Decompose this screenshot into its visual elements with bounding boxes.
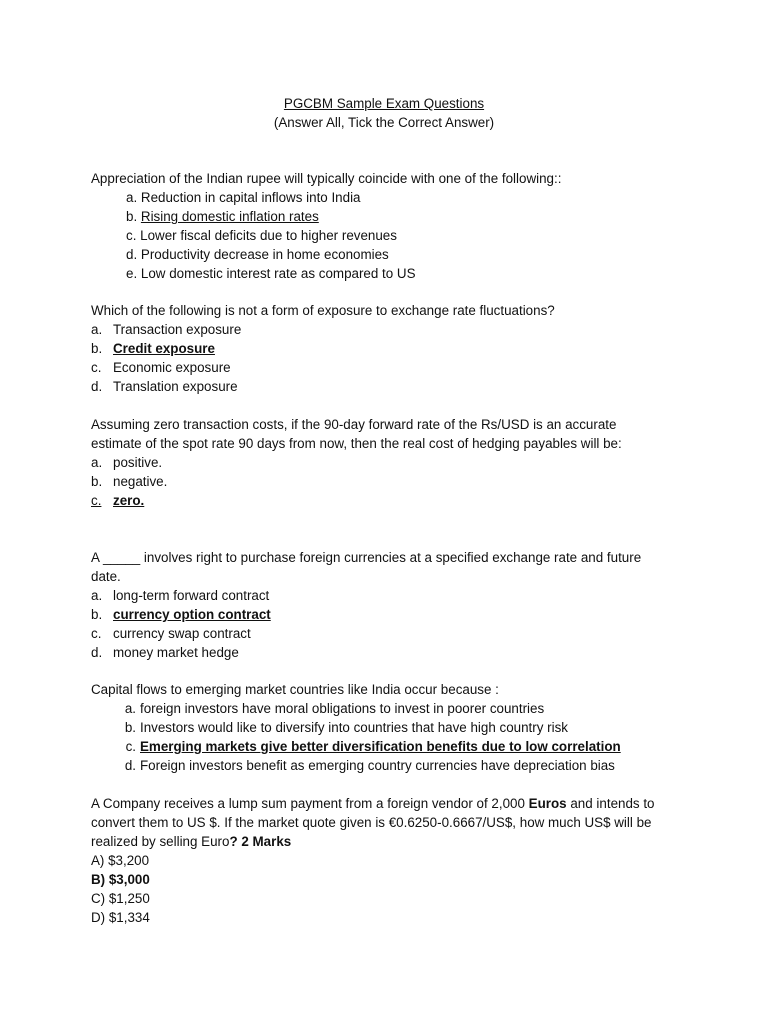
question-stem-line-1: Assuming zero transaction costs, if the 90-day forward rate of the Rs/USD is an accurate <box>91 417 617 432</box>
question-stem: Which of the following is not a form of exposure to exchange rate fluctuations? <box>91 303 555 318</box>
option-c <box>91 624 681 643</box>
option-d <box>91 643 681 662</box>
question-6 <box>91 794 691 927</box>
option-label: c. <box>126 228 137 243</box>
option-label: a. <box>91 588 103 603</box>
question-1 <box>91 169 681 283</box>
option-label: a. <box>91 322 103 337</box>
option-a <box>91 320 681 339</box>
option-b-correct: B) $3,000 <box>91 872 150 887</box>
question-stem <box>91 680 681 699</box>
option-label: c. <box>125 739 136 754</box>
stem-text: realized by selling Euro <box>91 834 230 849</box>
option-b <box>91 207 681 226</box>
question-stem-line-1 <box>91 794 691 813</box>
option-text-correct: Emerging markets give better diversification benefits due to low correlation <box>140 739 621 754</box>
option-label: a. <box>91 455 103 470</box>
option-text-correct: zero. <box>113 493 145 508</box>
option-text: Economic exposure <box>113 360 231 375</box>
stem-text: A Company receives a lump sum payment from a foreign vendor of 2,000 <box>91 796 525 811</box>
question-stem-line-3 <box>91 832 691 851</box>
option-text: long-term forward contract <box>113 588 270 603</box>
option-label: d. <box>124 758 136 773</box>
option-text: foreign investors have moral obligations to invest in poorer countries <box>140 701 545 716</box>
option-text: Lower fiscal deficits due to higher revenues <box>140 228 397 243</box>
stem-bold-currency: Euros <box>528 796 567 811</box>
question-2 <box>91 301 681 396</box>
option-text: Productivity decrease in home economies <box>140 247 389 262</box>
option-d <box>91 245 681 264</box>
option-d <box>91 377 681 396</box>
option-label: d. <box>126 247 138 262</box>
option-label: b. <box>126 209 138 224</box>
option-b <box>91 339 681 358</box>
option-text-correct: currency option contract <box>113 607 271 622</box>
option-a <box>91 699 681 718</box>
option-text: Translation exposure <box>113 379 238 394</box>
option-text: Investors would like to diversify into countries that have high country risk <box>140 720 568 735</box>
option-text: positive. <box>113 455 163 470</box>
fill-blank: _____ <box>102 550 141 565</box>
option-label: d. <box>91 645 103 660</box>
stem-text: and intends to <box>570 796 655 811</box>
option-label: a. <box>124 701 136 716</box>
stem-prefix: A <box>91 550 100 565</box>
option-text-correct: Credit exposure <box>113 341 215 356</box>
option-text: Transaction exposure <box>113 322 242 337</box>
option-c: C) $1,250 <box>91 891 150 906</box>
question-4 <box>91 548 681 662</box>
option-d: D) $1,334 <box>91 910 150 925</box>
option-label: c. <box>91 626 102 641</box>
option-b <box>91 472 681 491</box>
question-stem <box>91 548 681 567</box>
option-text: money market hedge <box>113 645 239 660</box>
page-subtitle: (Answer All, Tick the Correct Answer) <box>273 115 495 130</box>
option-b <box>91 605 681 624</box>
option-a <box>91 586 681 605</box>
question-stem-line-2: date. <box>91 569 121 584</box>
option-label: b. <box>91 341 103 356</box>
question-5 <box>91 680 681 775</box>
page-title: PGCBM Sample Exam Questions <box>283 96 485 111</box>
option-d <box>91 756 681 775</box>
option-a <box>91 453 681 472</box>
option-a <box>91 188 681 207</box>
option-b <box>91 718 681 737</box>
option-c <box>91 491 681 510</box>
option-c <box>91 737 681 756</box>
option-label: c. <box>91 493 102 508</box>
option-text: Reduction in capital inflows into India <box>140 190 361 205</box>
option-text: currency swap contract <box>113 626 251 641</box>
option-label: b. <box>124 720 136 735</box>
option-label: b. <box>91 607 103 622</box>
option-c <box>91 226 681 245</box>
option-label: d. <box>91 379 103 394</box>
question-stem-line-2: estimate of the spot rate 90 days from now, then the real cost of hedging payables will be: <box>91 436 622 451</box>
option-text: Foreign investors benefit as emerging country currencies have depreciation bias <box>140 758 615 773</box>
question-stem: Appreciation of the Indian rupee will typically coincide with one of the following:: <box>91 171 562 186</box>
option-c <box>91 358 681 377</box>
option-text: negative. <box>113 474 168 489</box>
stem-suffix: involves right to purchase foreign currencies at a specified exchange rate and future <box>143 550 642 565</box>
question-stem-line-2: convert them to US $. If the market quote given is €0.6250-0.6667/US$, how much US$ will be <box>91 815 652 830</box>
stem-text: Capital flows to emerging market countries like India occur because : <box>91 682 499 697</box>
marks-label: ? 2 Marks <box>229 834 292 849</box>
option-label: e. <box>126 266 138 281</box>
option-e <box>91 264 681 283</box>
option-label: a. <box>126 190 138 205</box>
exam-header <box>0 94 768 132</box>
option-text: Low domestic interest rate as compared to US <box>140 266 416 281</box>
option-label: c. <box>91 360 102 375</box>
option-text-correct: Rising domestic inflation rates <box>140 209 319 224</box>
option-a: A) $3,200 <box>91 853 150 868</box>
option-label: b. <box>91 474 103 489</box>
question-3 <box>91 415 681 510</box>
